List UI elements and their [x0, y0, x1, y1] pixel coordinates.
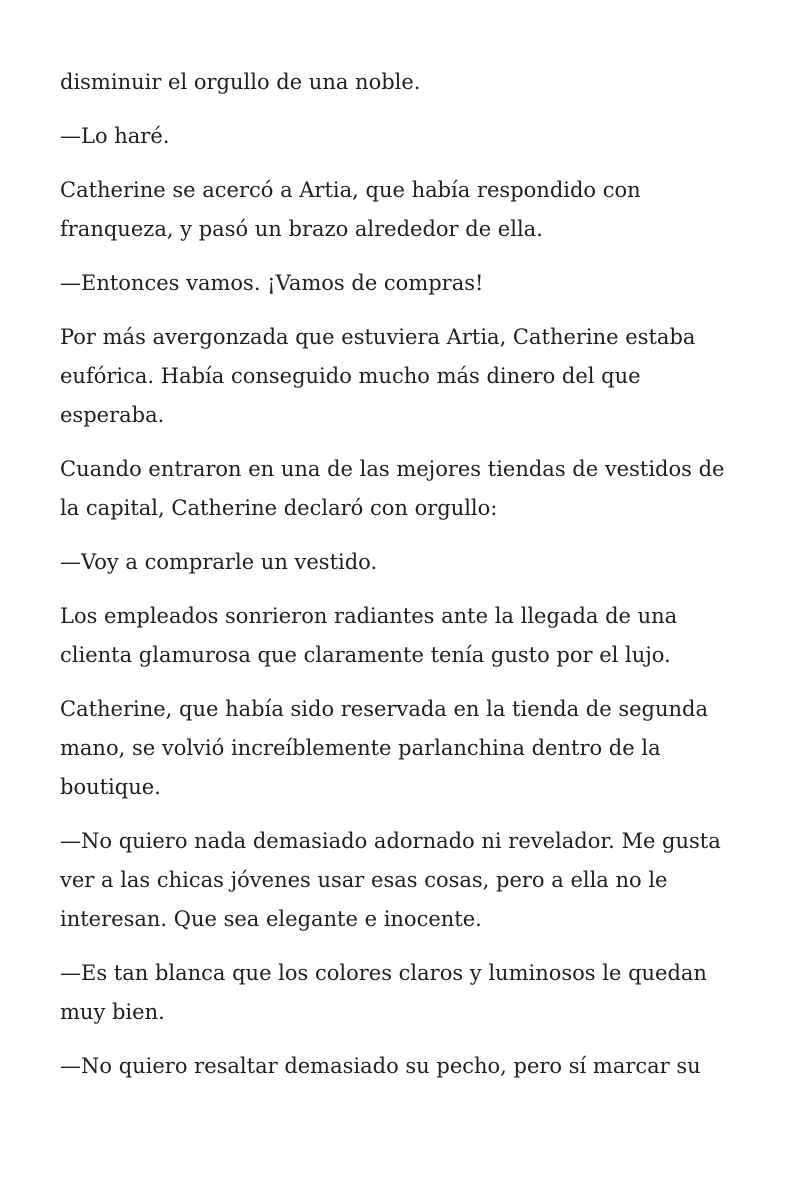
paragraph: Por más avergonzada que estuviera Artia, Catherine estaba eufórica. Había conseguido mucho más dinero del que esperaba.	[60, 325, 696, 427]
paragraph: Catherine se acercó a Artia, que había respondido con franqueza, y pasó un brazo alrededor de ella.	[60, 178, 641, 241]
paragraph: Cuando entraron en una de las mejores tiendas de vestidos de la capital, Catherine declaró con orgullo:	[60, 457, 725, 520]
paragraph: disminuir el orgullo de una noble.	[60, 70, 421, 94]
paragraph: —No quiero nada demasiado adornado ni revelador. Me gusta ver a las chicas jóvenes usar esas cosas, pero a ella no le interesan. Que sea elegante e inocente.	[60, 829, 721, 931]
paragraph: —Es tan blanca que los colores claros y luminosos le quedan muy bien.	[60, 961, 707, 1024]
paragraph: —Voy a comprarle un vestido.	[60, 550, 378, 574]
paragraph: Los empleados sonrieron radiantes ante la llegada de una clienta glamurosa que claramente tenía gusto por el lujo.	[60, 604, 678, 667]
paragraph: —Lo haré.	[60, 124, 170, 148]
reading-page	[60, 63, 750, 1101]
paragraph: Catherine, que había sido reservada en la tienda de segunda mano, se volvió increíblemente parlanchina dentro de la boutique.	[60, 697, 708, 799]
paragraph: —Entonces vamos. ¡Vamos de compras!	[60, 271, 484, 295]
paragraph: —No quiero resaltar demasiado su pecho, pero sí marcar su	[60, 1054, 701, 1078]
